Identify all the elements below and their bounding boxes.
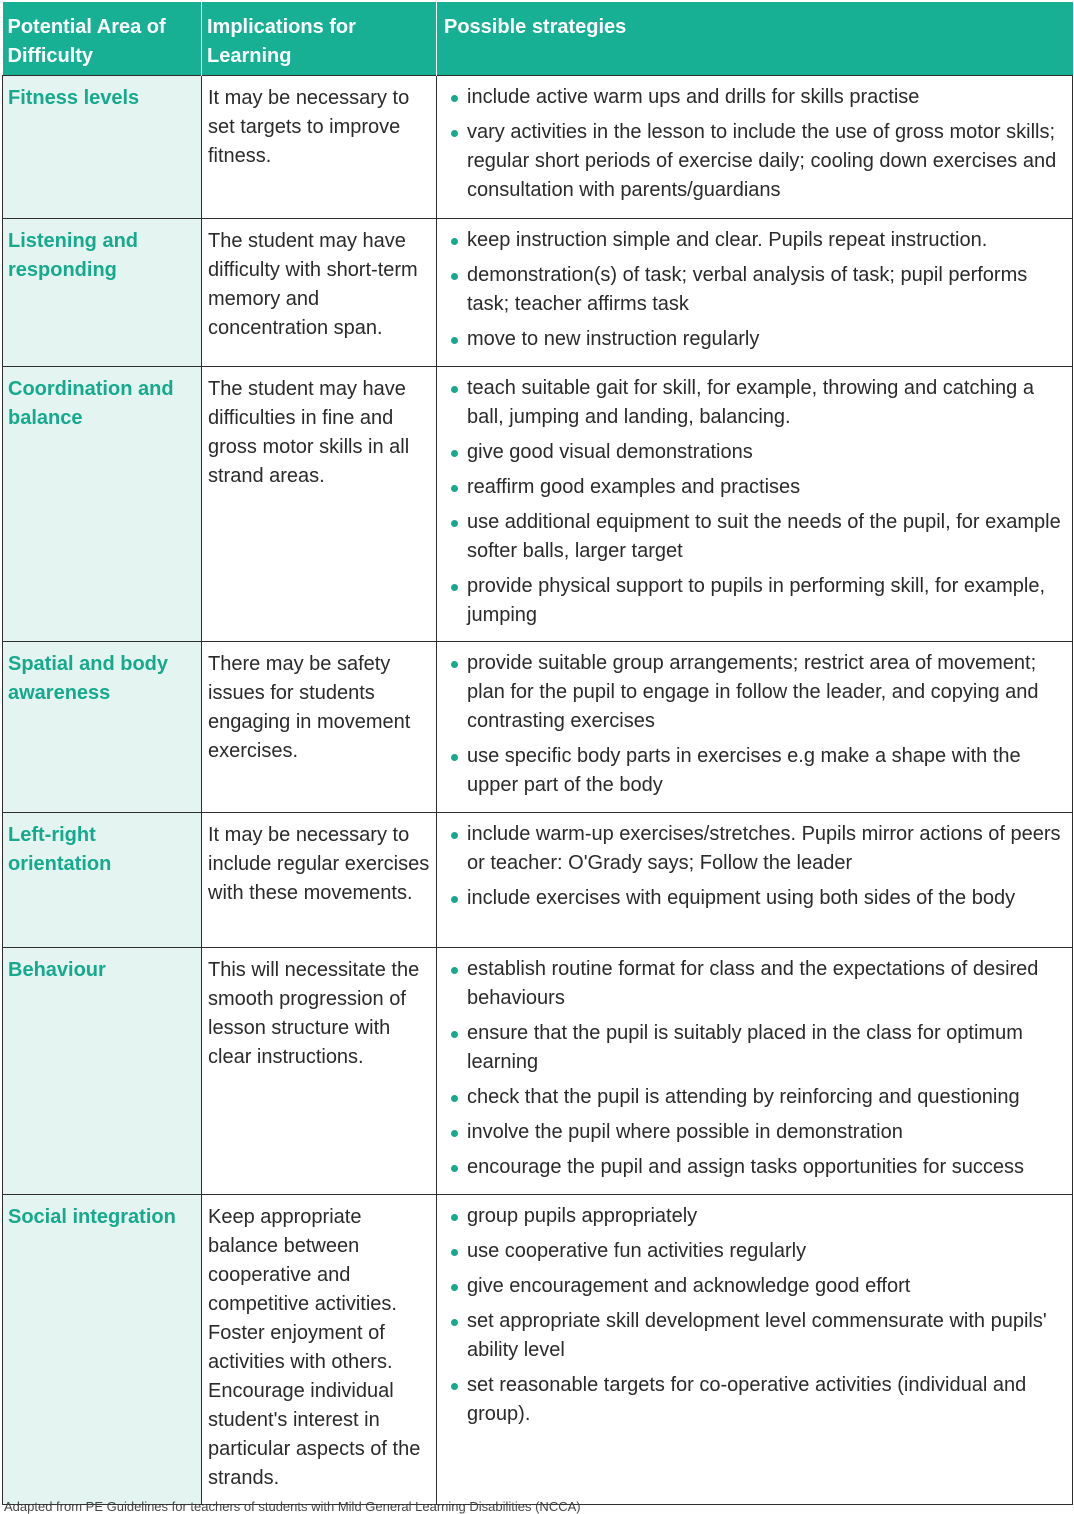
table-header xyxy=(3,2,1073,76)
bullet-icon xyxy=(451,832,458,839)
strategy-text: include exercises with equipment using both sides of the body xyxy=(467,887,1016,909)
strategy-text: provide suitable group arrangements; restrict area of movement; plan for the pupil to engage in follow the leader, and copying and contrasting exercises xyxy=(467,652,1039,732)
strategies-table xyxy=(2,2,1073,1505)
strategy-item xyxy=(449,1118,1070,1147)
strategy-item xyxy=(449,884,1070,913)
area-cell: Social integration xyxy=(3,1195,202,1505)
strategy-text: encourage the pupil and assign tasks opportunities for success xyxy=(467,1156,1025,1178)
table-row xyxy=(3,813,1073,948)
bullet-icon xyxy=(451,386,458,393)
strategy-item xyxy=(449,1237,1070,1266)
strategy-item xyxy=(449,83,1070,112)
implication-cell: The student may have difficulties in fine and gross motor skills in all strand areas. xyxy=(202,367,437,642)
strategy-item xyxy=(449,1019,1070,1077)
strategy-text: group pupils appropriately xyxy=(467,1205,698,1227)
bullet-icon xyxy=(451,130,458,137)
bullet-icon xyxy=(451,896,458,903)
bullet-icon xyxy=(451,95,458,102)
bullet-icon xyxy=(451,1383,458,1390)
strategies-cell xyxy=(437,642,1073,813)
strategy-item xyxy=(449,820,1070,878)
implication-cell: The student may have difficulty with short-term memory and concentration span. xyxy=(202,219,437,367)
strategy-item xyxy=(449,508,1070,566)
strategies-cell xyxy=(437,76,1073,219)
table-body xyxy=(3,76,1073,1505)
bullet-icon xyxy=(451,1319,458,1326)
strategy-item xyxy=(449,1202,1070,1231)
strategy-item xyxy=(449,438,1070,467)
strategy-text: use additional equipment to suit the needs of the pupil, for example softer balls, larger target xyxy=(467,511,1061,562)
bullet-icon xyxy=(451,337,458,344)
strategy-text: include active warm ups and drills for skills practise xyxy=(467,86,920,108)
strategy-item xyxy=(449,118,1070,205)
bullet-icon xyxy=(451,967,458,974)
strategy-list xyxy=(449,83,1070,205)
strategy-text: give encouragement and acknowledge good effort xyxy=(467,1275,911,1297)
table-row xyxy=(3,219,1073,367)
table-row xyxy=(3,76,1073,219)
strategy-list xyxy=(449,374,1070,630)
strategy-item xyxy=(449,742,1070,800)
strategy-list xyxy=(449,955,1070,1182)
table-row xyxy=(3,1195,1073,1505)
strategy-text: use specific body parts in exercises e.g make a shape with the upper part of the body xyxy=(467,745,1021,796)
strategy-text: ensure that the pupil is suitably placed in the class for optimum learning xyxy=(467,1022,1023,1073)
strategy-text: provide physical support to pupils in performing skill, for example, jumping xyxy=(467,575,1046,626)
strategy-text: reaffirm good examples and practises xyxy=(467,476,801,498)
header-area: Potential Area of Difficulty xyxy=(3,2,202,76)
bullet-icon xyxy=(451,754,458,761)
header-implications: Implications for Learning xyxy=(202,2,437,76)
table-row xyxy=(3,642,1073,813)
source-footnote: Adapted from PE Guidelines for teachers of students with Mild General Learning Disabilities (NCCA) xyxy=(4,1499,581,1514)
bullet-icon xyxy=(451,661,458,668)
area-cell: Behaviour xyxy=(3,948,202,1195)
strategy-list xyxy=(449,649,1070,800)
header-strategies: Possible strategies xyxy=(437,2,1073,76)
strategy-item xyxy=(449,473,1070,502)
strategy-item xyxy=(449,572,1070,630)
strategy-item xyxy=(449,226,1070,255)
bullet-icon xyxy=(451,1095,458,1102)
strategy-item xyxy=(449,955,1070,1013)
bullet-icon xyxy=(451,238,458,245)
bullet-icon xyxy=(451,1214,458,1221)
strategy-item xyxy=(449,1083,1070,1112)
strategies-cell xyxy=(437,219,1073,367)
strategies-cell xyxy=(437,948,1073,1195)
implication-cell: This will necessitate the smooth progression of lesson structure with clear instructions. xyxy=(202,948,437,1195)
strategy-item xyxy=(449,374,1070,432)
strategy-text: set appropriate skill development level commensurate with pupils' ability level xyxy=(467,1310,1047,1361)
strategy-item xyxy=(449,649,1070,736)
area-cell: Left-right orientation xyxy=(3,813,202,948)
area-cell: Coordination and balance xyxy=(3,367,202,642)
bullet-icon xyxy=(451,520,458,527)
area-cell: Fitness levels xyxy=(3,76,202,219)
bullet-icon xyxy=(451,1284,458,1291)
table-row xyxy=(3,367,1073,642)
bullet-icon xyxy=(451,1249,458,1256)
bullet-icon xyxy=(451,485,458,492)
strategy-item xyxy=(449,1371,1070,1429)
area-cell: Spatial and body awareness xyxy=(3,642,202,813)
strategy-text: check that the pupil is attending by reinforcing and questioning xyxy=(467,1086,1020,1108)
strategy-item xyxy=(449,1272,1070,1301)
bullet-icon xyxy=(451,1031,458,1038)
bullet-icon xyxy=(451,273,458,280)
bullet-icon xyxy=(451,584,458,591)
bullet-icon xyxy=(451,450,458,457)
implication-cell: It may be necessary to set targets to improve fitness. xyxy=(202,76,437,219)
implication-cell: There may be safety issues for students engaging in movement exercises. xyxy=(202,642,437,813)
strategy-text: give good visual demonstrations xyxy=(467,441,753,463)
strategy-item xyxy=(449,261,1070,319)
bullet-icon xyxy=(451,1130,458,1137)
strategies-cell xyxy=(437,813,1073,948)
strategy-text: move to new instruction regularly xyxy=(467,328,760,350)
strategy-text: set reasonable targets for co-operative activities (individual and group). xyxy=(467,1374,1027,1425)
strategy-text: involve the pupil where possible in demonstration xyxy=(467,1121,903,1143)
strategy-text: teach suitable gait for skill, for example, throwing and catching a ball, jumping and landing, balancing. xyxy=(467,377,1034,428)
strategy-list xyxy=(449,226,1070,354)
strategy-list xyxy=(449,1202,1070,1429)
strategy-text: vary activities in the lesson to include the use of gross motor skills; regular short periods of exercise daily; cooling down exercises and consultation with parents/guardians xyxy=(467,121,1057,201)
strategy-item xyxy=(449,325,1070,354)
bullet-icon xyxy=(451,1165,458,1172)
strategies-cell xyxy=(437,367,1073,642)
strategy-item xyxy=(449,1153,1070,1182)
strategies-cell xyxy=(437,1195,1073,1505)
strategy-text: use cooperative fun activities regularly xyxy=(467,1240,807,1262)
strategy-list xyxy=(449,820,1070,913)
implication-cell: It may be necessary to include regular exercises with these movements. xyxy=(202,813,437,948)
implication-cell: Keep appropriate balance between cooperative and competitive activities. Foster enjoyment of activities with others. Encourage individual student's interest in particular aspects of the strands. xyxy=(202,1195,437,1505)
strategy-text: establish routine format for class and the expectations of desired behaviours xyxy=(467,958,1039,1009)
strategy-text: include warm-up exercises/stretches. Pupils mirror actions of peers or teacher: O'Grady says; Follow the leader xyxy=(467,823,1061,874)
strategy-text: keep instruction simple and clear. Pupils repeat instruction. xyxy=(467,229,988,251)
strategy-item xyxy=(449,1307,1070,1365)
area-cell: Listening and responding xyxy=(3,219,202,367)
table-row xyxy=(3,948,1073,1195)
strategy-text: demonstration(s) of task; verbal analysis of task; pupil performs task; teacher affirms task xyxy=(467,264,1028,315)
